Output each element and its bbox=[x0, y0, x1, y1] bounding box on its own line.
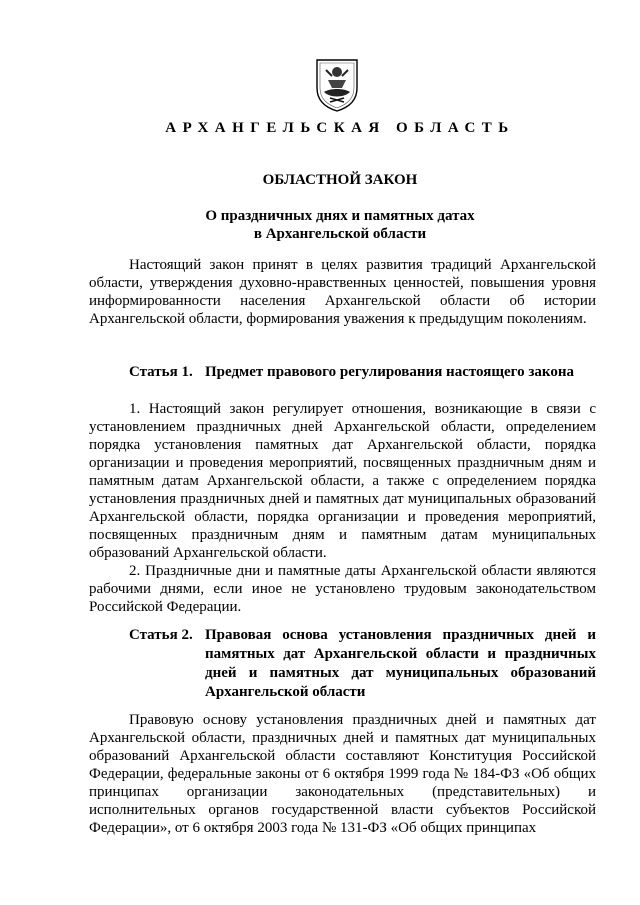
law-type-heading: ОБЛАСТНОЙ ЗАКОН bbox=[262, 172, 418, 188]
law-title bbox=[0, 207, 640, 243]
law-title-line-1: О праздничных днях и памятных датах bbox=[205, 208, 475, 224]
article-1-paragraph-2: 2. Праздничные дни и памятные даты Архангельской области являются рабочими днями, если иное не установлено трудовым законодательством Российской Федерации. bbox=[89, 563, 596, 615]
preamble-section bbox=[89, 256, 596, 328]
article-1-number: Статья 1. bbox=[129, 364, 193, 380]
article-1-title: Предмет правового регулирования настоящего закона bbox=[205, 364, 574, 380]
coat-of-arms-icon bbox=[314, 58, 360, 112]
article-1-heading bbox=[129, 364, 574, 381]
article-2-title: Правовая основа установления праздничных дней и памятных дат Архангельской области и праздничных дней и памятных дат муниципальных образований Архангельской области bbox=[205, 627, 596, 700]
law-title-line-2: в Архангельской области bbox=[253, 226, 427, 242]
preamble-paragraph: Настоящий закон принят в целях развития традиций Архангельской области, утверждения духовно-нравственных ценностей, повышения уровня информированности населения Архангельской области об истории Архангельской области, формирования уважения к предыдущим поколениям. bbox=[89, 257, 596, 327]
article-1-body bbox=[89, 400, 596, 616]
article-2-body bbox=[89, 711, 596, 837]
article-2-heading bbox=[129, 626, 596, 702]
region-name: АРХАНГЕЛЬСКАЯ ОБЛАСТЬ bbox=[165, 120, 515, 136]
article-1-paragraph-1: 1. Настоящий закон регулирует отношения, возникающие в связи с установлением праздничных дней Архангельской области, определением порядка установления памятных дат Архангельской области, порядка организации и проведения мероприятий, посвященных праздничным дням и памятным датам Архангельской области, а также с определением порядка установления праздничных дней и памятных дат муниципальных образований Архангельской области, порядка организации и проведения мероприятий, посвященных праздничным дням и памятным датам муниципальных образований Архангельской области. bbox=[89, 401, 596, 561]
article-2-number: Статья 2. bbox=[129, 627, 193, 643]
article-2-paragraph-1: Правовую основу установления праздничных дней и памятных дат Архангельской области, праздничных дней и памятных дат муниципальных образований Архангельской области составляют Конституция Российской Федерации, федеральные законы от 6 октября 1999 года № 184-ФЗ «Об общих принципах организации законодательных (представительных) и исполнительных органов государственной власти субъектов Российской Федерации», от 6 октября 2003 года № 131-ФЗ «Об общих принципах bbox=[89, 712, 596, 836]
